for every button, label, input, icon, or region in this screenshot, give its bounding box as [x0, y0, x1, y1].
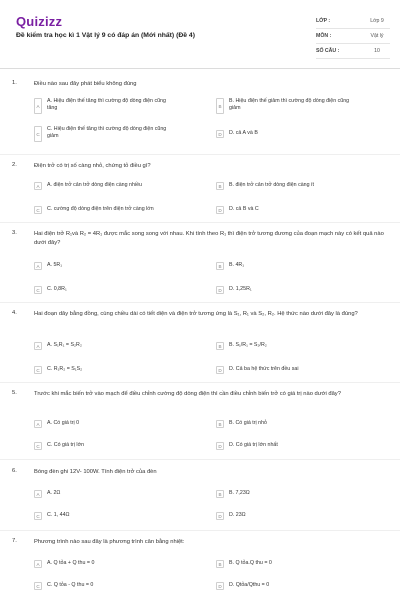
option-letter-box: D: [216, 130, 224, 138]
meta-label: MÔN :: [316, 33, 332, 39]
option-c[interactable]: [34, 442, 177, 450]
question-text: Điện trở có trị số càng nhỏ, chứng tỏ điều gì?: [34, 163, 151, 169]
option-b[interactable]: [216, 342, 359, 350]
option-letter-box: D: [216, 512, 224, 520]
option-text: B. Q tỏa.Q thu = 0: [229, 560, 272, 566]
meta-label: LỚP :: [316, 18, 331, 24]
option-letter-box: C: [34, 286, 42, 294]
option-d[interactable]: [216, 582, 359, 590]
option-letter-box: B: [216, 98, 224, 114]
question-divider: [0, 530, 400, 531]
option-b[interactable]: [216, 560, 359, 568]
option-letter-box: D: [216, 442, 224, 450]
option-a[interactable]: [34, 560, 177, 568]
option-text: D. Qtỏa/Qthu = 0: [229, 582, 270, 588]
option-a[interactable]: [34, 420, 177, 428]
question-text: Phương trình nào sau đây là phương trình cân bằng nhiệt:: [34, 539, 185, 545]
question-text: Bóng đèn ghi 12V- 100W. Tính điện trở của đèn: [34, 469, 157, 475]
option-d[interactable]: [216, 366, 359, 374]
option-letter-box: A: [34, 342, 42, 350]
question-divider: [0, 302, 400, 303]
option-text: C. R₁R₂ = S₁S₂: [47, 366, 83, 372]
option-letter-box: D: [216, 582, 224, 590]
question-text: Trước khi mắc biến trở vào mạch để điều chỉnh cường độ dòng điện thì cần điều chỉnh biến trở có giá trị nào dưới đây?: [34, 391, 341, 397]
option-d[interactable]: [216, 286, 359, 294]
option-letter-box: B: [216, 342, 224, 350]
meta-row-class: [316, 14, 390, 29]
quizizz-logo: Quizizz: [16, 14, 63, 29]
question-number: 2.: [12, 162, 17, 168]
option-c[interactable]: [34, 206, 177, 214]
meta-value: Vật lý: [370, 33, 384, 39]
option-letter-box: A: [34, 490, 42, 498]
option-text: B. điện trở cản trở dòng điện càng ít: [229, 182, 314, 188]
question-divider: [0, 154, 400, 155]
option-d[interactable]: [216, 512, 359, 520]
option-text: A. S₁R₁ = S₂R₂: [47, 342, 82, 348]
question-text: Hai điện trở R₁và R₂ = 4R₁ được mắc song song với nhau. Khi tính theo R₁ thì điện trở tương đương của đoạn mạch này có kết quả nào dưới đây?: [34, 231, 384, 246]
option-text: B. 7,23Ω: [229, 490, 250, 496]
option-letter-box: C: [34, 582, 42, 590]
option-letter-box: C: [34, 206, 42, 214]
question-divider: [0, 222, 400, 223]
question-number: 4.: [12, 310, 17, 316]
option-letter-box: A: [34, 98, 42, 114]
question-divider: [0, 382, 400, 383]
option-b[interactable]: [216, 182, 359, 190]
option-text: C. cường độ dòng điện trên điện trở càng lớn: [47, 206, 154, 212]
question-number: 5.: [12, 390, 17, 396]
option-letter-box: B: [216, 262, 224, 270]
meta-value: Lớp 9: [370, 18, 384, 24]
option-letter-box: D: [216, 286, 224, 294]
option-text: C. 0,8R₁: [47, 286, 67, 292]
option-a[interactable]: [34, 182, 177, 190]
option-b[interactable]: [216, 262, 359, 270]
option-text: C. Q tỏa - Q thu = 0: [47, 582, 94, 588]
worksheet-header: [0, 0, 400, 62]
option-c[interactable]: [34, 582, 177, 590]
question-text: Điều nào sau đây phát biểu không đúng: [34, 81, 137, 87]
option-text: D. 1,25R₁: [229, 286, 252, 292]
option-letter-box: B: [216, 420, 224, 428]
question-number: 6.: [12, 468, 17, 474]
option-d[interactable]: [216, 130, 359, 138]
option-c[interactable]: [34, 286, 177, 294]
option-letter-box: C: [34, 126, 42, 142]
meta-table: [316, 14, 390, 59]
question-number: 1.: [12, 80, 17, 86]
option-letter-box: A: [34, 420, 42, 428]
option-letter-box: B: [216, 490, 224, 498]
option-letter-box: C: [34, 512, 42, 520]
option-c[interactable]: [34, 126, 177, 142]
option-text: A. 2Ω: [47, 490, 61, 496]
option-letter-box: A: [34, 182, 42, 190]
header-divider: [0, 68, 400, 69]
option-text: A. Q tỏa + Q thu = 0: [47, 560, 95, 566]
option-b[interactable]: [216, 420, 359, 428]
meta-row-subject: [316, 29, 390, 44]
option-a[interactable]: [34, 262, 177, 270]
option-text: D. cả A và B: [229, 130, 258, 136]
option-text: A. Hiệu điện thế tăng thì cường độ dòng điện cũng tăng: [47, 98, 166, 111]
question-text: Hai đoạn dây bằng đồng, cùng chiều dài có tiết diện và điện trở tương ứng là S₁, R₁ và S₂, R₂. Hệ thức nào dưới đây là đúng?: [34, 311, 358, 317]
option-text: C. 1, 44Ω: [47, 512, 70, 518]
option-letter-box: A: [34, 560, 42, 568]
meta-value: 10: [374, 48, 380, 54]
option-text: D. cả B và C: [229, 206, 259, 212]
option-letter-box: C: [34, 442, 42, 450]
option-a[interactable]: [34, 342, 177, 350]
option-text: C. Có giá trị lớn: [47, 442, 85, 448]
option-b[interactable]: [216, 98, 359, 114]
option-text: D. 23Ω: [229, 512, 246, 518]
option-c[interactable]: [34, 366, 177, 374]
option-text: D. Có giá trị lớn nhất: [229, 442, 278, 448]
option-a[interactable]: [34, 98, 177, 114]
option-c[interactable]: [34, 512, 177, 520]
option-text: B. Hiệu điện thế giảm thì cường độ dòng điện cũng giảm: [229, 98, 350, 111]
meta-row-count: [316, 44, 390, 59]
meta-label: SỐ CÂU :: [316, 48, 340, 54]
option-d[interactable]: [216, 206, 359, 214]
option-text: A. Có giá trị 0: [47, 420, 80, 426]
option-text: C. Hiệu điện thế tăng thì cường độ dòng điện cũng giảm: [47, 126, 167, 139]
option-b[interactable]: [216, 490, 359, 498]
option-letter-box: C: [34, 366, 42, 374]
option-a[interactable]: [34, 490, 177, 498]
option-text: D. Cả ba hệ thức trên đều sai: [229, 366, 299, 372]
option-d[interactable]: [216, 442, 359, 450]
option-letter-box: D: [216, 366, 224, 374]
question-number: 3.: [12, 230, 17, 236]
option-text: B. 4R₁: [229, 262, 245, 268]
option-text: B. Có giá trị nhỏ: [229, 420, 267, 426]
option-letter-box: B: [216, 560, 224, 568]
option-text: B. S₁/R₁ = S₂/R₂: [229, 342, 267, 348]
question-divider: [0, 459, 400, 460]
worksheet-title: Đề kiểm tra học kì 1 Vật lý 9 có đáp án (Mới nhất) (Đề 4): [16, 32, 195, 39]
option-text: A. 5R₁: [47, 262, 63, 268]
question-number: 7.: [12, 538, 17, 544]
option-letter-box: D: [216, 206, 224, 214]
option-text: A. điện trở cản trở dòng điện càng nhiều: [47, 182, 142, 188]
option-letter-box: B: [216, 182, 224, 190]
option-letter-box: A: [34, 262, 42, 270]
